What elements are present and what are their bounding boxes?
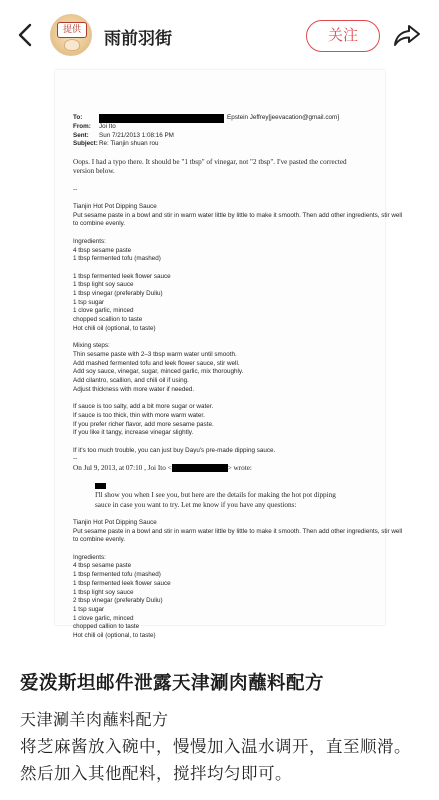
- ingredient-line: Hot chili oil (optional, to taste): [73, 324, 156, 332]
- redaction-bar: [172, 464, 228, 472]
- email-document: [73, 114, 403, 641]
- quoted-ingredient-line: 1 tbsp fermented leek flower sauce: [73, 579, 171, 587]
- quoted-ingredient-line: chopped callion to taste: [73, 623, 140, 631]
- ingredient-line: 1 clove garlic, minced: [73, 307, 134, 315]
- mixing-step: Add mashed fermented tofu and leek flower sauce, stir well.: [73, 359, 240, 367]
- quoted-ingredient-line: 1 tbsp light soy sauce: [73, 588, 134, 596]
- email-intro-line: Oops. I had a typo there. It should be "1 tbsp" of vinegar, not "2 tbsp". I've pasted the corrected: [73, 157, 347, 166]
- ingredient-line: 1 tbsp fermented leek flower sauce: [73, 272, 171, 280]
- quote-header: On Jul 9, 2013, at 07:10 , Joi Ito < > wrote:: [73, 464, 252, 473]
- ingredient-line: 4 tbsp sesame paste: [73, 246, 132, 254]
- avatar-face: [64, 39, 80, 51]
- quoted-ingredient-line: Hot chili oil (optional, to taste): [73, 632, 156, 640]
- recipe-desc-line: to combine evenly.: [73, 220, 126, 228]
- recipe-desc-line: Put sesame paste in a bowl and stir in warm water little by little to make it smooth. Then add other ingredients, stir well: [73, 211, 403, 219]
- quote-redaction: [73, 482, 378, 491]
- trouble-line: If it's too much trouble, you can just buy Dayu's pre-made dipping sauce.: [73, 446, 276, 454]
- separator-dashes: --: [73, 455, 78, 463]
- mixing-step: Add soy sauce, vinegar, sugar, minced garlic, mix thoroughly.: [73, 368, 244, 376]
- redaction-bar: [95, 483, 106, 489]
- ingredient-line: 1 tsp sugar: [73, 298, 105, 306]
- mixing-step: Add cilantro, scallion, and chili oil if using.: [73, 377, 189, 385]
- mixing-step: Thin sesame paste with 2–3 tbsp warm water until smooth.: [73, 350, 237, 358]
- ingredients-heading: Ingredients:: [73, 237, 106, 245]
- tip-line: If sauce is too thick, thin with more warm water.: [73, 411, 205, 419]
- quote-line: sauce in case you want to try. Let me know if you have any questions:: [95, 500, 297, 509]
- ingredient-line: chopped scallion to taste: [73, 316, 143, 324]
- email-from-row: From: Joi Ito: [73, 123, 116, 130]
- quoted-ingredients-heading: Ingredients:: [73, 553, 106, 561]
- avatar-tag: 提供: [57, 22, 87, 38]
- mixing-step: Adjust thickness with more water if needed.: [73, 385, 195, 393]
- tip-line: If you prefer richer flavor, add more sesame paste.: [73, 420, 214, 428]
- recipe-title: Tianjin Hot Pot Dipping Sauce: [73, 203, 157, 211]
- email-subject-row: Subject: Re: Tianjin shuan rou: [73, 140, 159, 148]
- quoted-ingredient-line: 2 tbsp vinegar (preferably Duliu): [73, 597, 163, 605]
- quoted-ingredient-line: 1 tbsp fermented tofu (mashed): [73, 571, 161, 579]
- quoted-ingredient-line: 1 tsp sugar: [73, 605, 105, 613]
- separator-dashes: --: [73, 185, 78, 193]
- quoted-recipe-desc: Put sesame paste in a bowl and stir in warm water little by little to make it smooth. Then add other ingredients, stir well: [73, 527, 403, 535]
- tip-line: If sauce is too salty, add a bit more sugar or water.: [73, 403, 214, 411]
- ingredient-line: 1 tbsp vinegar (preferably Duliu): [73, 290, 163, 298]
- email-sent-row: Sent: Sun 7/21/2013 1:08:16 PM: [73, 131, 174, 139]
- post-title: 爱泼斯坦邮件泄露天津涮肉蘸料配方: [20, 673, 325, 694]
- quoted-recipe-title: Tianjin Hot Pot Dipping Sauce: [73, 518, 157, 526]
- email-intro-line: version below.: [73, 167, 115, 176]
- quote-line: I'll show you when I see you, but here are the details for making the hot pot dipping: [95, 491, 336, 500]
- redaction-bar: [99, 114, 224, 123]
- tip-line: If you like it tangy, increase vinegar slightly.: [73, 429, 194, 437]
- ingredient-line: 1 tbsp fermented tofu (mashed): [73, 255, 161, 263]
- top-bar: [0, 0, 439, 70]
- author-avatar[interactable]: [50, 14, 92, 56]
- post-subtitle: 天津涮羊肉蘸料配方: [20, 710, 169, 729]
- back-button[interactable]: [12, 20, 40, 50]
- quoted-ingredient-line: 4 tbsp sesame paste: [73, 562, 132, 570]
- quoted-recipe-desc: to combine evenly.: [73, 536, 126, 544]
- author-name[interactable]: 雨前羽街: [104, 29, 172, 49]
- ingredient-line: 1 tbsp light soy sauce: [73, 281, 134, 289]
- post-body: 将芝麻酱放入碗中，慢慢加入温水调开，直至顺滑。然后加入其他配料，搅拌均匀即可。: [20, 737, 411, 783]
- quoted-ingredient-line: 1 clove garlic, minced: [73, 614, 134, 622]
- email-printout: [55, 70, 403, 640]
- share-button[interactable]: [392, 20, 422, 50]
- post-image[interactable]: [0, 62, 439, 644]
- email-to-row: To: Epstein Jeffrey[jeevacation@gmail.com]: [73, 114, 339, 121]
- follow-button[interactable]: 关注: [306, 20, 380, 52]
- mixing-heading: Mixing steps:: [73, 342, 110, 350]
- chevron-left-icon: [12, 20, 40, 50]
- share-icon: [392, 20, 422, 50]
